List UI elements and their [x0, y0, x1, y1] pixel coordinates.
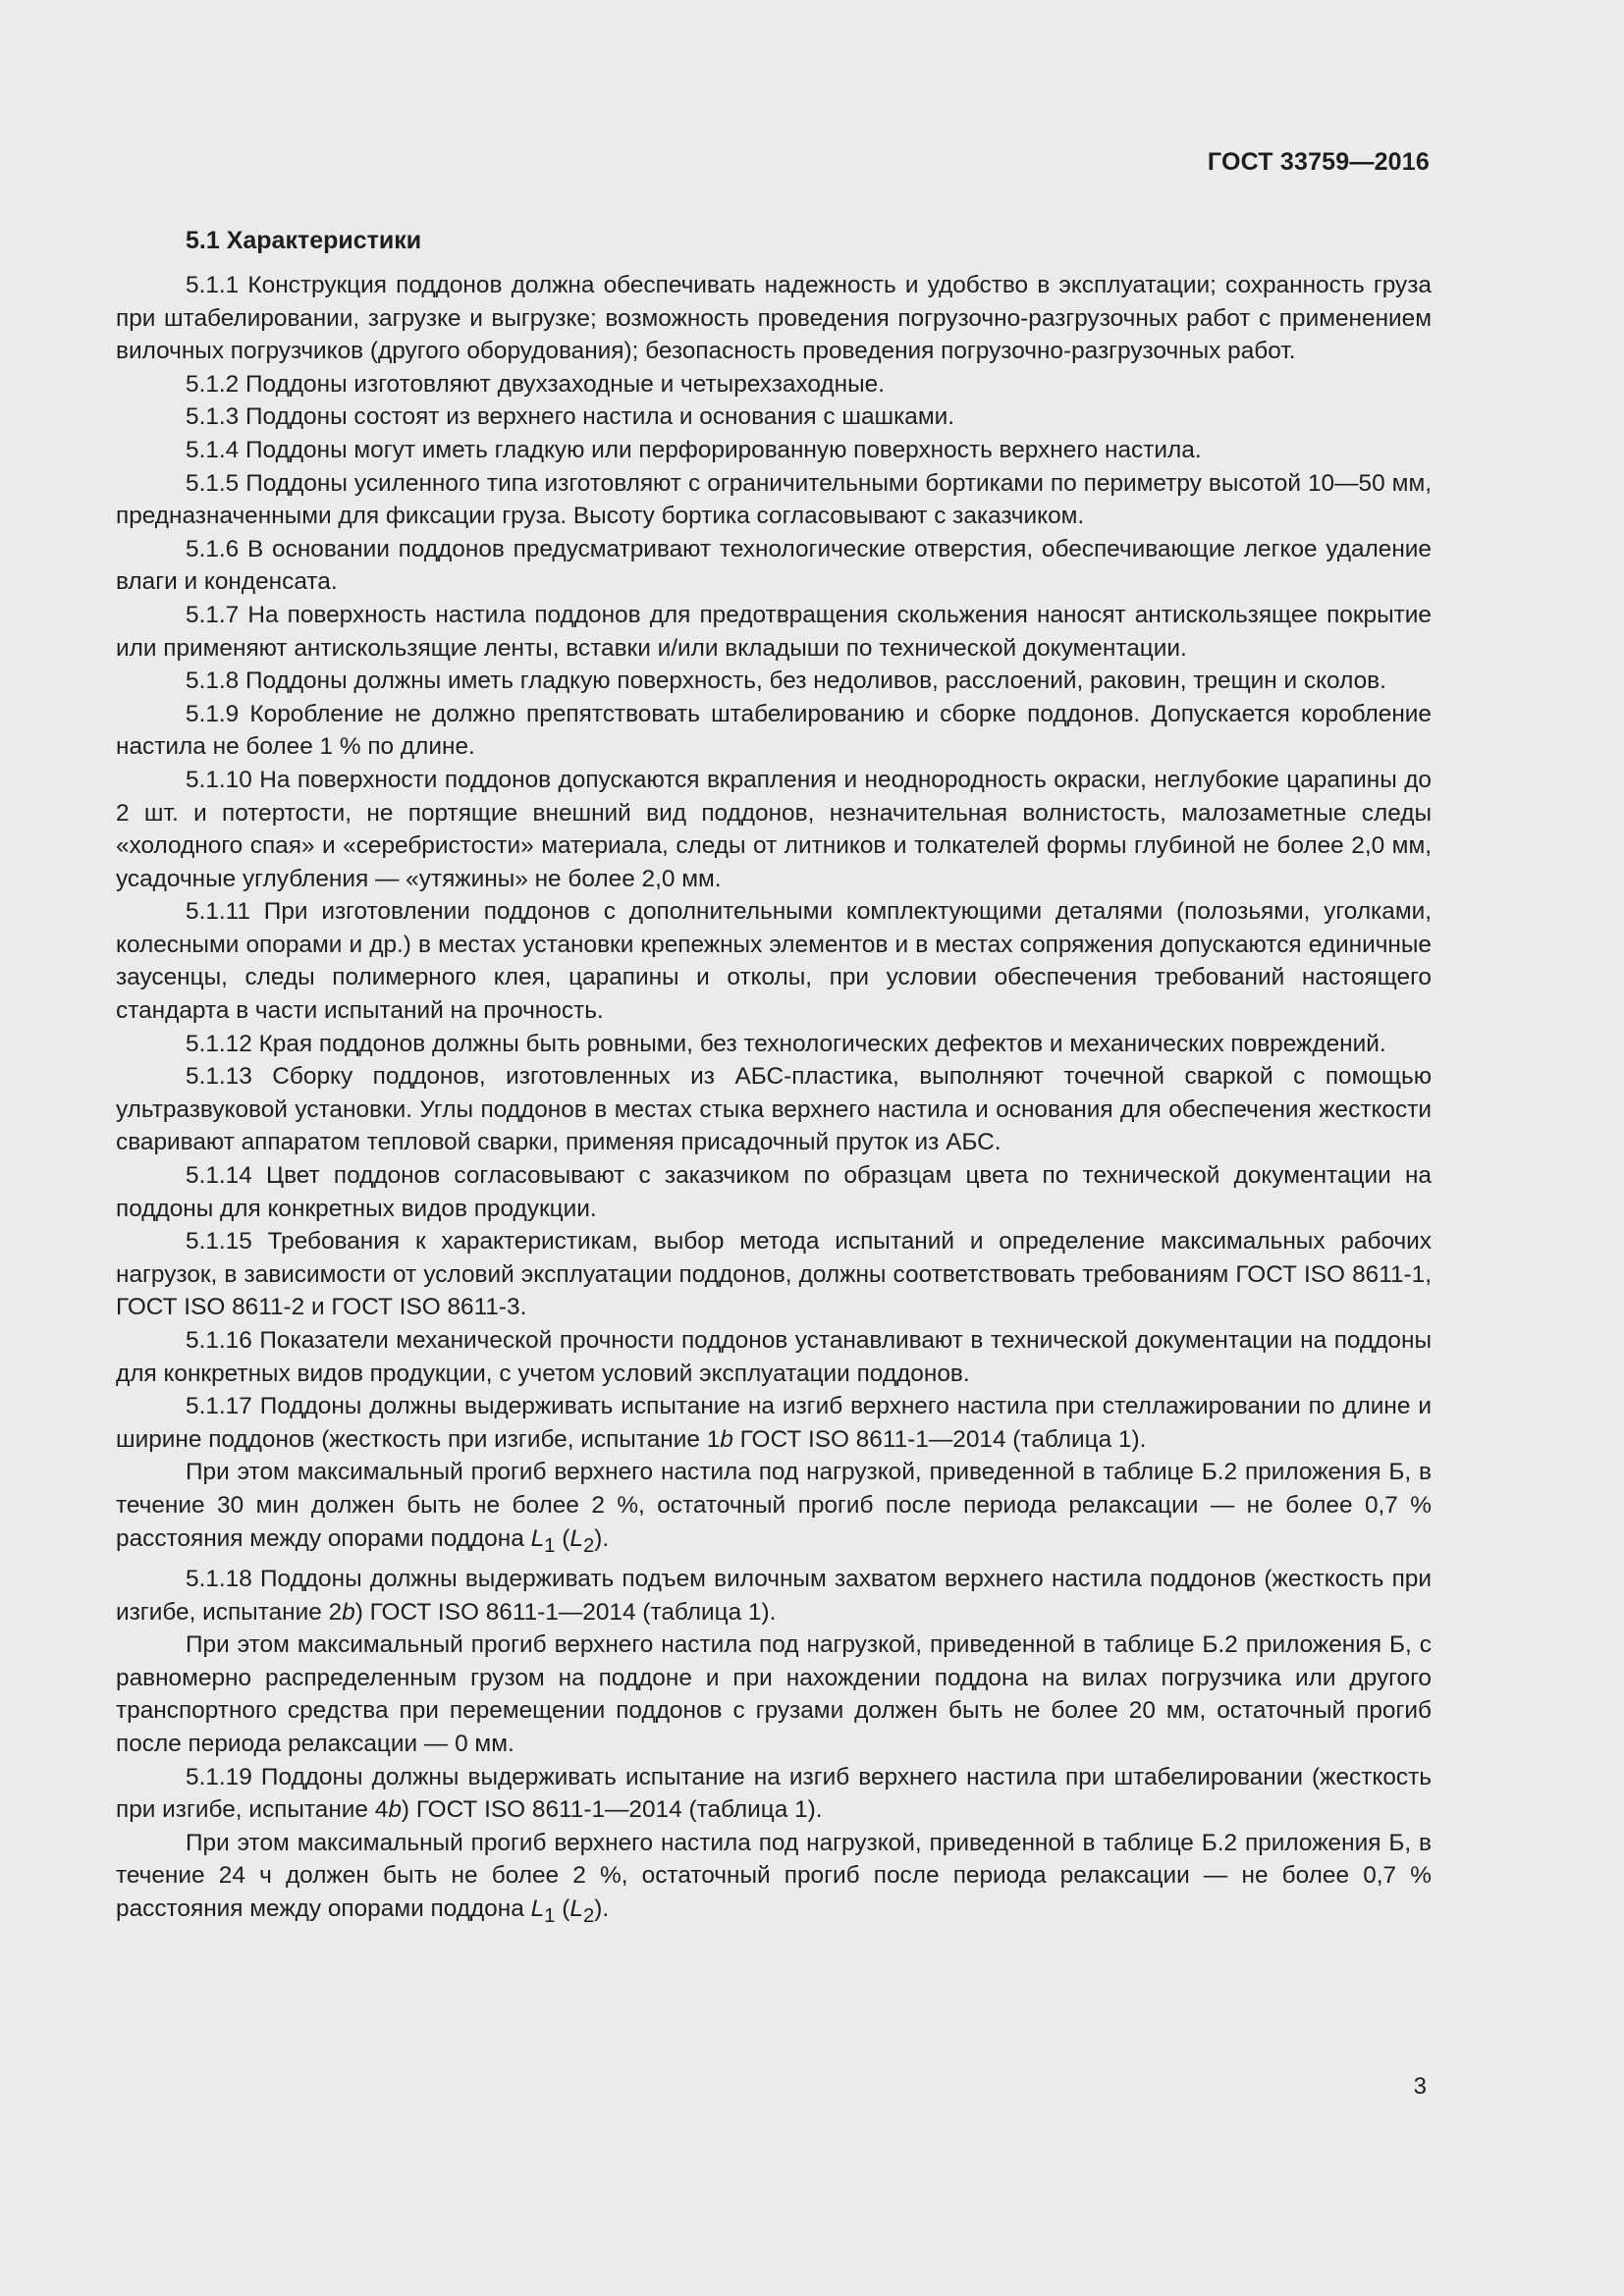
symbol-subscript: 2 [582, 1534, 595, 1557]
symbol-l: L [569, 1895, 583, 1922]
symbol-subscript: 2 [582, 1904, 595, 1927]
paragraph-5-1-6: 5.1.6 В основании поддонов предусматривают технологические отверстия, обеспечивающие легкое удаление влаги и конденсата. [116, 535, 1432, 596]
document-body [116, 224, 1432, 1933]
symbol-l: L [530, 1524, 545, 1552]
paragraph-text: 5.1.19 Поддоны должны выдерживать испытание на изгиб верхнего настила при штабелировании (жесткость при изгибе, испытание 4 [116, 1763, 1432, 1824]
symbol-subscript: 1 [544, 1904, 556, 1927]
paragraph-5-1-19-note: При этом максимальный прогиб верхнего настила под нагрузкой, приведенной в таблице Б.2 приложения Б, в течение 24 ч должен быть не более 2 %, остаточный прогиб после периода релаксации — не более 0,7 % расстояния между опорами поддона $L_1$ $(L_2)$. [116, 1829, 1432, 1927]
symbol-subscript: 1 [544, 1534, 556, 1557]
paragraph-5-1-11: 5.1.11 При изготовлении поддонов с дополнительными комплектующими деталями (полозьями, уголками, колесными опорами и др.) в местах установки крепежных элементов и в местах сопряжения допускаются единичные заусенцы, следы полимерного клея, царапины и отколы, при условии обеспечения требований настоящего стандарта в части испытаний на прочность. [116, 898, 1432, 1025]
paragraph-5-1-12: 5.1.12 Края поддонов должны быть ровными, без технологических дефектов и механических повреждений. [186, 1030, 1386, 1057]
paragraph-5-1-14: 5.1.14 Цвет поддонов согласовывают с заказчиком по образцам цвета по технической документации на поддоны для конкретных видов продукции. [116, 1162, 1432, 1222]
section-title: 5.1 Характеристики [186, 227, 422, 254]
paragraph-5-1-4: 5.1.4 Поддоны могут иметь гладкую или перфорированную поверхность верхнего настила. [186, 436, 1202, 463]
paragraph-5-1-18-note: При этом максимальный прогиб верхнего настила под нагрузкой, приведенной в таблице Б.2 приложения Б, с равномерно распределенным грузом на поддоне и при нахождении поддона на вилах погрузчика или другого транспортного средства при перемещении поддонов с грузами должен быть не более 20 мм, остаточный прогиб после периода релаксации — 0 мм. [116, 1631, 1432, 1757]
paragraph-5-1-3: 5.1.3 Поддоны состоят из верхнего настила и основания с шашками. [186, 403, 955, 431]
symbol-l: L [530, 1895, 545, 1922]
paragraph-5-1-19 [116, 1761, 1432, 1827]
paragraph-text: ГОСТ ISO 8611-1—2014 (таблица 1). [732, 1425, 1147, 1453]
paragraph-text: При этом максимальный прогиб верхнего настила под нагрузкой, приведенной в таблице Б.2 приложения Б, в течение 24 ч должен быть не более 2 %, остаточный прогиб после периода релаксации — не более 0,7 % расстояния между опорами поддона [116, 1829, 1432, 1922]
page-number: 3 [1413, 2073, 1427, 2100]
paragraph-5-1-1: 5.1.1 Конструкция поддонов должна обеспечивать надежность и удобство в эксплуатации; сохранность груза при штабелировании, загрузке и выгрузке; возможность проведения погрузочно-разгрузочных работ с применением вилочных погрузчиков (другого оборудования); безопасность проведения погрузочно-разгрузочных работ. [116, 272, 1432, 365]
paragraph-text: 5.1.18 Поддоны должны выдерживать подъем вилочным захватом верхнего настила поддонов (жесткость при изгибе, испытание 2 [116, 1566, 1432, 1626]
paragraph-5-1-13: 5.1.13 Сборку поддонов, изготовленных из АБС-пластика, выполняют точечной сваркой с помощью ультразвуковой установки. Углы поддонов в местах стыка верхнего настила и основания для обеспечения жесткости сваривают аппаратом тепловой сварки, применяя присадочный пруток из АБС. [116, 1063, 1432, 1156]
paragraph-text: При этом максимальный прогиб верхнего настила под нагрузкой, приведенной в таблице Б.2 приложения Б, в течение 30 мин должен быть не более 2 %, остаточный прогиб после периода релаксации — не более 0,7 % расстояния между опорами поддона [116, 1459, 1432, 1552]
paragraph-5-1-5: 5.1.5 Поддоны усиленного типа изготовляют с ограничительными бортиками по периметру высотой 10—50 мм, предназначенными для фиксации груза. Высоту бортика согласовывают с заказчиком. [116, 469, 1432, 530]
paragraph-text: ) ГОСТ ISO 8611-1—2014 (таблица 1). [401, 1796, 823, 1824]
paragraph-5-1-8: 5.1.8 Поддоны должны иметь гладкую поверхность, без недоливов, расслоений, раковин, трещин и сколов. [186, 667, 1386, 695]
paragraph-5-1-18 [116, 1563, 1432, 1629]
symbol-l: L [569, 1524, 583, 1552]
standard-code-header: ГОСТ 33759—2016 [1207, 148, 1430, 176]
paragraph-5-1-17-note: При этом максимальный прогиб верхнего настила под нагрузкой, приведенной в таблице Б.2 приложения Б, в течение 30 мин должен быть не более 2 %, остаточный прогиб после периода релаксации — не более 0,7 % расстояния между опорами поддона $L_1$ $(L_2)$. [116, 1459, 1432, 1557]
paragraph-5-1-2: 5.1.2 Поддоны изготовляют двухзаходные и четырехзаходные. [186, 370, 885, 398]
paragraph-text: 5.1.17 Поддоны должны выдерживать испытание на изгиб верхнего настила при стеллажировании по длине и ширине поддонов (жесткость при изгибе, испытание 1 [116, 1393, 1432, 1453]
test-variant: b [342, 1598, 355, 1626]
paragraph-5-1-16: 5.1.16 Показатели механической прочности поддонов устанавливают в технической документации на поддоны для конкретных видов продукции, с учетом условий эксплуатации поддонов. [116, 1327, 1432, 1387]
paragraph-5-1-9: 5.1.9 Коробление не должно препятствовать штабелированию и сборке поддонов. Допускается коробление настила не более 1 % по длине. [116, 700, 1432, 761]
test-variant: b [720, 1425, 733, 1453]
paragraph-5-1-15: 5.1.15 Требования к характеристикам, выбор метода испытаний и определение максимальных рабочих нагрузок, в зависимости от условий эксплуатации поддонов, должны соответствовать требованиям ГОСТ ISO 8611-1, ГОСТ ISO 8611-2 и ГОСТ ISO 8611-3. [116, 1228, 1432, 1321]
paragraph-5-1-10: 5.1.10 На поверхности поддонов допускаются вкрапления и неоднородность окраски, неглубокие царапины до 2 шт. и потертости, не портящие внешний вид поддонов, незначительная волнистость, малозаметные следы «холодного спая» и «серебристости» материала, следы от литников и толкателей формы глубиной не более 2,0 мм, усадочные углубления — «утяжины» не более 2,0 мм. [116, 766, 1432, 892]
test-variant: b [388, 1796, 402, 1824]
paragraph-5-1-7: 5.1.7 На поверхность настила поддонов для предотвращения скольжения наносят антискользящее покрытие или применяют антискользящие ленты, вставки и/или вкладыши по технической документации. [116, 601, 1432, 662]
paragraph-text: ) ГОСТ ISO 8611-1—2014 (таблица 1). [354, 1598, 777, 1626]
paragraph-5-1-17 [116, 1390, 1432, 1456]
